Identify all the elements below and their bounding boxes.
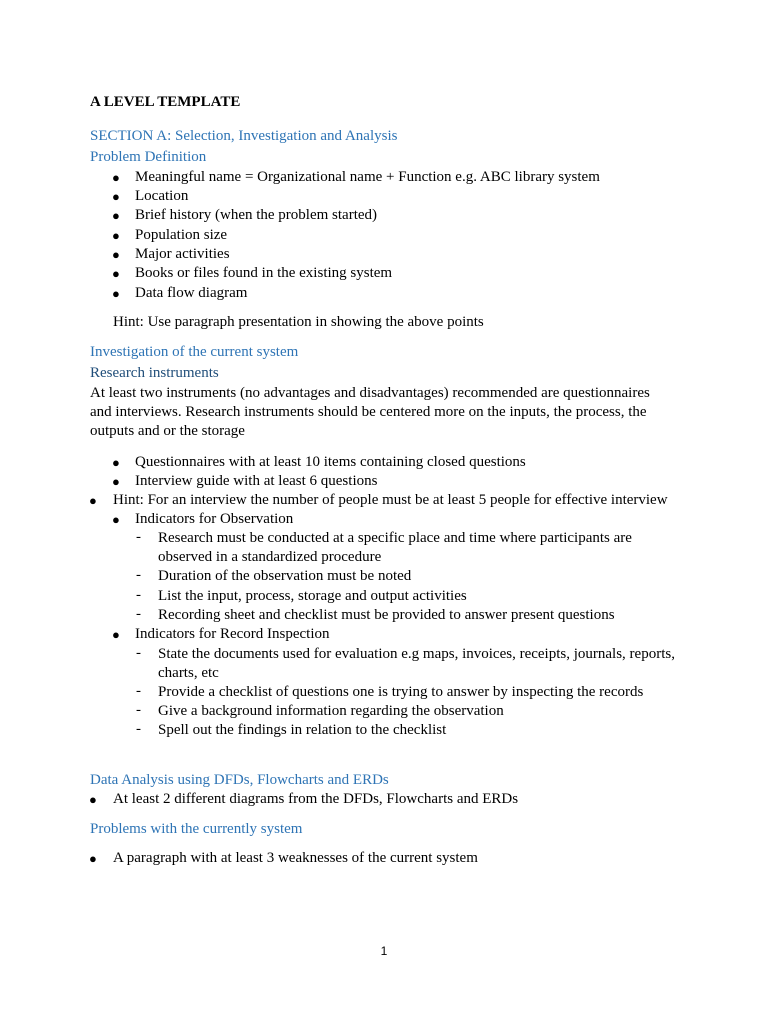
dash-icon: - <box>136 683 141 699</box>
bullet-icon: ● <box>112 208 120 223</box>
bullet-icon: ● <box>89 792 97 807</box>
record-inspection-label: Indicators for Record Inspection <box>135 626 330 642</box>
research-paragraph-line-2: and interviews. Research instruments should be centered more on the inputs, the process, the <box>90 404 647 420</box>
dash-icon: - <box>136 567 141 583</box>
research-paragraph-line-3: outputs and or the storage <box>90 423 245 439</box>
bullet-icon: ● <box>89 493 97 508</box>
data-analysis-heading: Data Analysis using DFDs, Flowcharts and ERDs <box>90 772 389 788</box>
bullet-icon: ● <box>112 286 120 301</box>
page-number: 1 <box>380 944 388 958</box>
bullet-icon: ● <box>112 474 120 489</box>
bullet-icon: ● <box>112 627 120 642</box>
dash-icon: - <box>136 702 141 718</box>
bullet-icon: ● <box>112 512 120 527</box>
list-item: Provide a checklist of questions one is trying to answer by inspecting the records <box>158 684 644 700</box>
research-instruments-heading: Research instruments <box>90 365 219 381</box>
bullet-icon: ● <box>89 851 97 866</box>
section-a-heading: SECTION A: Selection, Investigation and Analysis <box>90 128 398 144</box>
dash-icon: - <box>136 606 141 622</box>
bullet-icon: ● <box>112 170 120 185</box>
list-item: Research must be conducted at a specific place and time where participants are <box>158 530 632 546</box>
bullet-icon: ● <box>112 189 120 204</box>
bullet-icon: ● <box>112 455 120 470</box>
list-item: charts, etc <box>158 665 219 681</box>
dash-icon: - <box>136 529 141 545</box>
list-item: State the documents used for evaluation e.g maps, invoices, receipts, journals, reports, <box>158 646 675 662</box>
list-item: Spell out the findings in relation to the checklist <box>158 722 447 738</box>
dash-icon: - <box>136 587 141 603</box>
list-item: Recording sheet and checklist must be provided to answer present questions <box>158 607 615 623</box>
research-paragraph-line-1: At least two instruments (no advantages and disadvantages) recommended are questionnaires <box>90 385 650 401</box>
observation-label: Indicators for Observation <box>135 511 294 527</box>
investigation-heading: Investigation of the current system <box>90 344 299 360</box>
dash-icon: - <box>136 721 141 737</box>
dash-icon: - <box>136 645 141 661</box>
list-item: Give a background information regarding the observation <box>158 703 504 719</box>
list-item: observed in a standardized procedure <box>158 549 382 565</box>
document-title: A LEVEL TEMPLATE <box>90 94 241 110</box>
problem-definition-heading: Problem Definition <box>90 149 207 165</box>
bullet-icon: ● <box>112 247 120 262</box>
problems-heading: Problems with the currently system <box>90 821 303 837</box>
list-item: Duration of the observation must be noted <box>158 568 412 584</box>
problem-definition-hint: Hint: Use paragraph presentation in showing the above points <box>113 314 484 330</box>
document-page: A LEVEL TEMPLATE SECTION A: Selection, Investigation and Analysis Problem Definition ● Meaningful name = Organizational name + Function e.g. ABC library system ● Location ● Brief history (when the problem started) ● Population size ● Major activities ● Books or files found in the existing system ● Data flow diagram Hint: Use paragraph presentation in showing the above points Investigation of the current system Research instruments At least two instruments (no advantages and disadvantages) recommended are questionnaires and interviews. Research instruments should be centered more on the inputs, the process, the outputs and or the storage ● Questionnaires with at least 10 items containing closed questions ● Interview guide with at least 6 questions ● Hint: For an interview the number of people must be at least 5 people for effective interview ● Indicators for Observation - Research must be conducted at a specific place and time where participants are observed in a standardized procedure - Duration of the observation must be noted - List the input, process, storage and output activities - Recording sheet and checklist must be provided to answer present questions ● Indicators for Record Inspection - State the documents used for evaluation e.g maps, invoices, receipts, journals, reports, charts, etc - Provide a checklist of questions one is trying to answer by inspecting the records - Give a background information regarding the observation - Spell out the findings in relation to the checklist Data Analysis using DFDs, Flowcharts and ERDs ● At least 2 different diagrams from the DFDs, Flowcharts and ERDs Problems with the currently system ● A paragraph with at least 3 weaknesses of the current system 1 <box>0 0 768 1024</box>
bullet-icon: ● <box>112 228 120 243</box>
list-item: List the input, process, storage and output activities <box>158 588 467 604</box>
bullet-icon: ● <box>112 266 120 281</box>
